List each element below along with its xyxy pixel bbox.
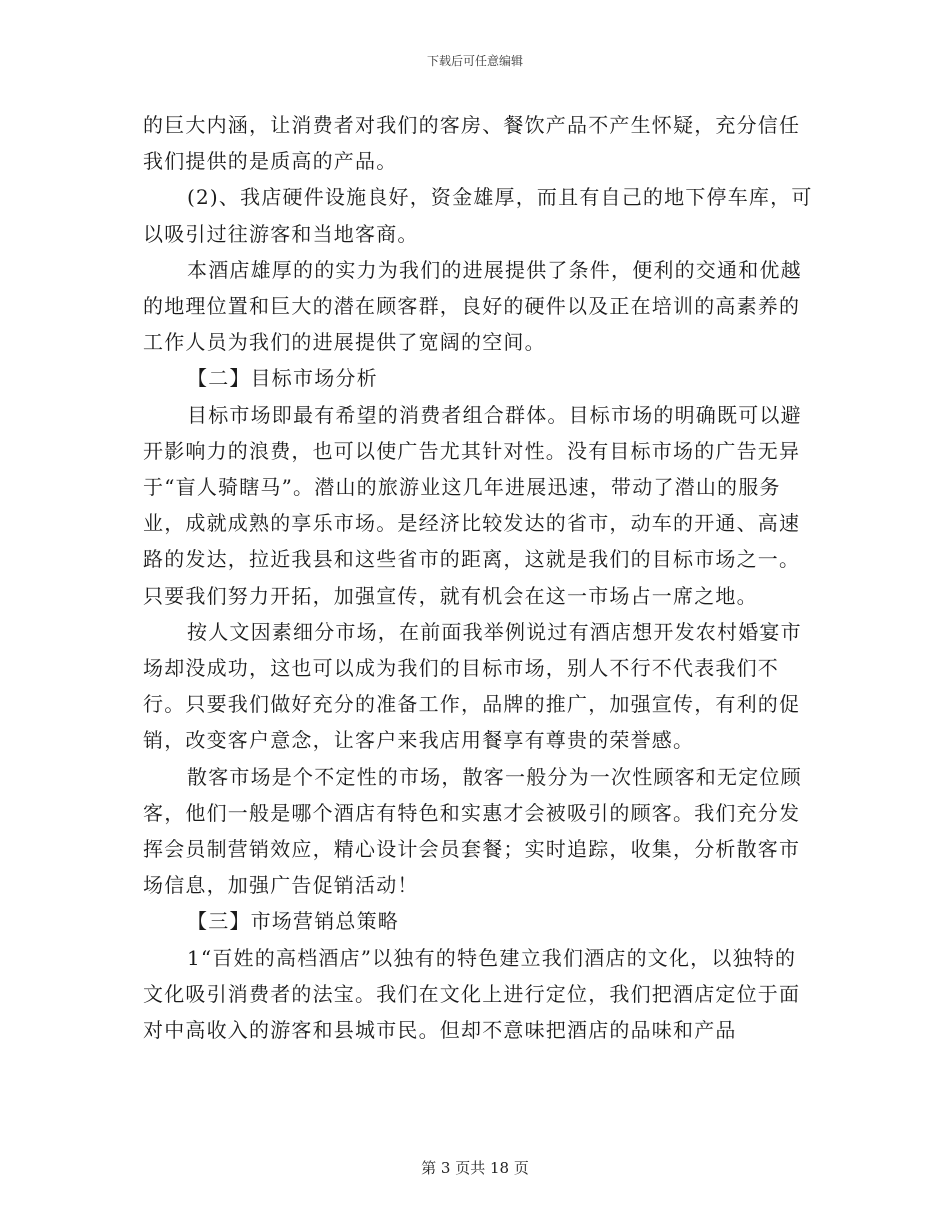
section-heading-marketing-strategy: 【三】市场营销总策略 (187, 909, 399, 934)
paragraph-individual-customers: 散客市场是个不定性的市场，散客一般分为一次性顾客和无定位顾客，他们一般是哪个酒店有特色和实惠才会被吸引的顾客。我们充分发挥会员制营销效应，精心设计会员套餐；实时追踪，收集，分析散客市场信息，加强广告促销活动！ (143, 764, 802, 898)
paragraph-strategy: 1“百姓的高档酒店”以独有的特色建立我们酒店的文化，以独特的文化吸引消费者的法宝。我们在文化上进行定位，我们把酒店定位于面对中高收入的游客和县城市民。但却不意味把酒店的品味和产品 (143, 945, 801, 1043)
paragraph-continuation: 的巨大内涵，让消费者对我们的客房、餐饮产品不产生怀疑，充分信任我们提供的是质高的产品。 (143, 113, 801, 174)
paragraph-hardware: (2)、我店硬件设施良好，资金雄厚，而且有自己的地下停车库，可以吸引过往游客和当地客商。 (143, 185, 813, 246)
section-heading-target-market: 【二】目标市场分析 (187, 366, 378, 391)
paragraph-target-market: 目标市场即最有希望的消费者组合群体。目标市场的明确既可以避开影响力的浪费，也可以使广告尤其针对性。没有目标市场的广告无异于“盲人骑瞎马”。潜山的旅游业这几年进展迅速，带动了潜山的服务业，成就成熟的享乐市场。是经济比较发达的省市，动车的开通、高速路的发达，拉近我县和这些省市的距离，这就是我们的目标市场之一。只要我们努力开拓，加强宣传，就有机会在这一市场占一席之地。 (143, 402, 802, 608)
paragraph-segmentation: 按人文因素细分市场，在前面我举例说过有酒店想开发农村婚宴市场却没成功，这也可以成为我们的目标市场，别人不行不代表我们不行。只要我们做好充分的准备工作，品牌的推广，加强宣传，有利的促销，改变客户意念，让客户来我店用餐享有尊贵的荣誉感。 (143, 619, 802, 753)
page-header: 下载后可任意编辑 (426, 54, 523, 68)
page-footer: 第 3 页共 18 页 (421, 1159, 529, 1177)
document-body (143, 107, 813, 1048)
paragraph-strength: 本酒店雄厚的的实力为我们的进展提供了条件，便利的交通和优越的地理位置和巨大的潜在顾客群，良好的硬件以及正在培训的高素养的工作人员为我们的进展提供了宽阔的空间。 (143, 257, 802, 355)
